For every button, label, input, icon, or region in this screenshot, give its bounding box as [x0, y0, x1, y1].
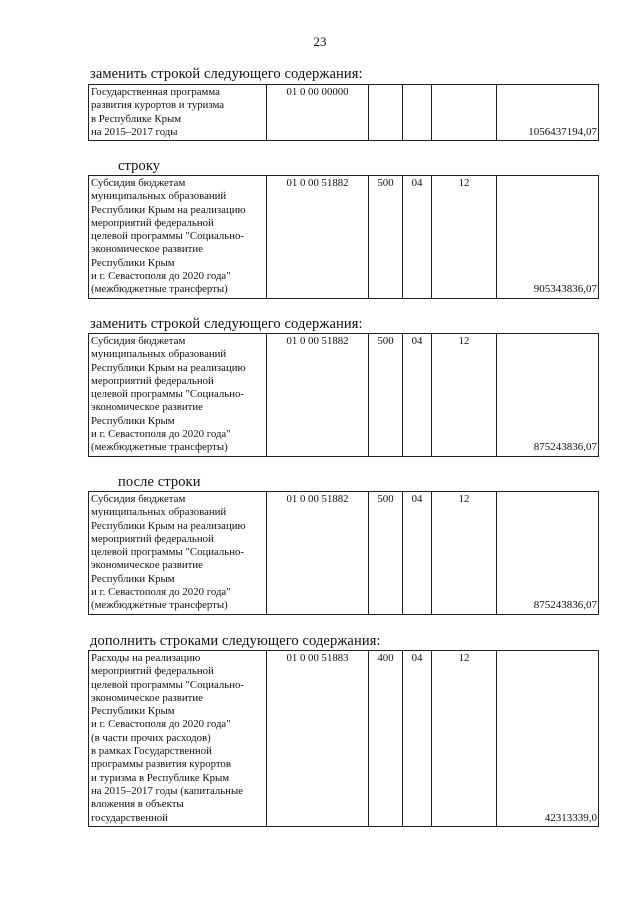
- row-code: 01 0 00 51882: [267, 334, 369, 457]
- row-pr: 12: [432, 334, 497, 457]
- row-rz: 04: [403, 334, 432, 457]
- block-4-table: [88, 491, 599, 615]
- row-rz: 04: [403, 651, 432, 827]
- block-4-heading: после строки: [118, 474, 201, 490]
- table-row: [89, 492, 599, 615]
- row-vr: 400: [369, 651, 403, 827]
- row-vr: 500: [369, 492, 403, 615]
- row-pr: [432, 85, 497, 141]
- row-vr: 500: [369, 334, 403, 457]
- row-name: Субсидия бюджетам муниципальных образований Республики Крым на реализацию мероприятий федеральной целевой программы "Социально- экономическое развитие Республики Крым и г. Севастополя до 2020 года" (межбюджетные трансферты): [89, 176, 267, 299]
- row-rz: [403, 85, 432, 141]
- block-5-table: [88, 650, 599, 827]
- block-3-table: [88, 333, 599, 457]
- row-rz: 04: [403, 176, 432, 299]
- table-row: [89, 85, 599, 141]
- row-name: Субсидия бюджетам муниципальных образований Республики Крым на реализацию мероприятий федеральной целевой программы "Социально- экономическое развитие Республики Крым и г. Севастополя до 2020 года" (межбюджетные трансферты): [89, 334, 267, 457]
- row-code: 01 0 00 51883: [267, 651, 369, 827]
- block-5-heading: дополнить строками следующего содержания:: [90, 633, 381, 649]
- row-rz: 04: [403, 492, 432, 615]
- row-name: Государственная программа развития курортов и туризма в Республике Крым на 2015–2017 годы: [89, 85, 267, 141]
- row-pr: 12: [432, 651, 497, 827]
- row-amount: 1056437194,07: [497, 85, 599, 141]
- block-2-heading: строку: [118, 158, 161, 174]
- row-amount: 905343836,07: [497, 176, 599, 299]
- row-pr: 12: [432, 176, 497, 299]
- block-2-table: [88, 175, 599, 299]
- row-code: 01 0 00 51882: [267, 176, 369, 299]
- row-vr: 500: [369, 176, 403, 299]
- row-name: Расходы на реализацию мероприятий федеральной целевой программы "Социально- экономическое развитие Республики Крым и г. Севастополя до 2020 года" (в части прочих расходов) в рамках Государственной программы развития курортов и туризма в Республике Крым на 2015–2017 годы (капитальные вложения в объекты государственной: [89, 651, 267, 827]
- row-vr: [369, 85, 403, 141]
- table-row: [89, 651, 599, 827]
- row-amount: 42313339,0: [497, 651, 599, 827]
- table-row: [89, 334, 599, 457]
- row-name: Субсидия бюджетам муниципальных образований Республики Крым на реализацию мероприятий федеральной целевой программы "Социально- экономическое развитие Республики Крым и г. Севастополя до 2020 года" (межбюджетные трансферты): [89, 492, 267, 615]
- row-code: 01 0 00 00000: [267, 85, 369, 141]
- row-pr: 12: [432, 492, 497, 615]
- page-number: 23: [313, 34, 327, 49]
- row-amount: 875243836,07: [497, 492, 599, 615]
- table-row: [89, 176, 599, 299]
- block-1-table: [88, 84, 599, 141]
- row-code: 01 0 00 51882: [267, 492, 369, 615]
- block-1-heading: заменить строкой следующего содержания:: [90, 66, 363, 82]
- block-3-heading: заменить строкой следующего содержания:: [90, 316, 363, 332]
- row-amount: 875243836,07: [497, 334, 599, 457]
